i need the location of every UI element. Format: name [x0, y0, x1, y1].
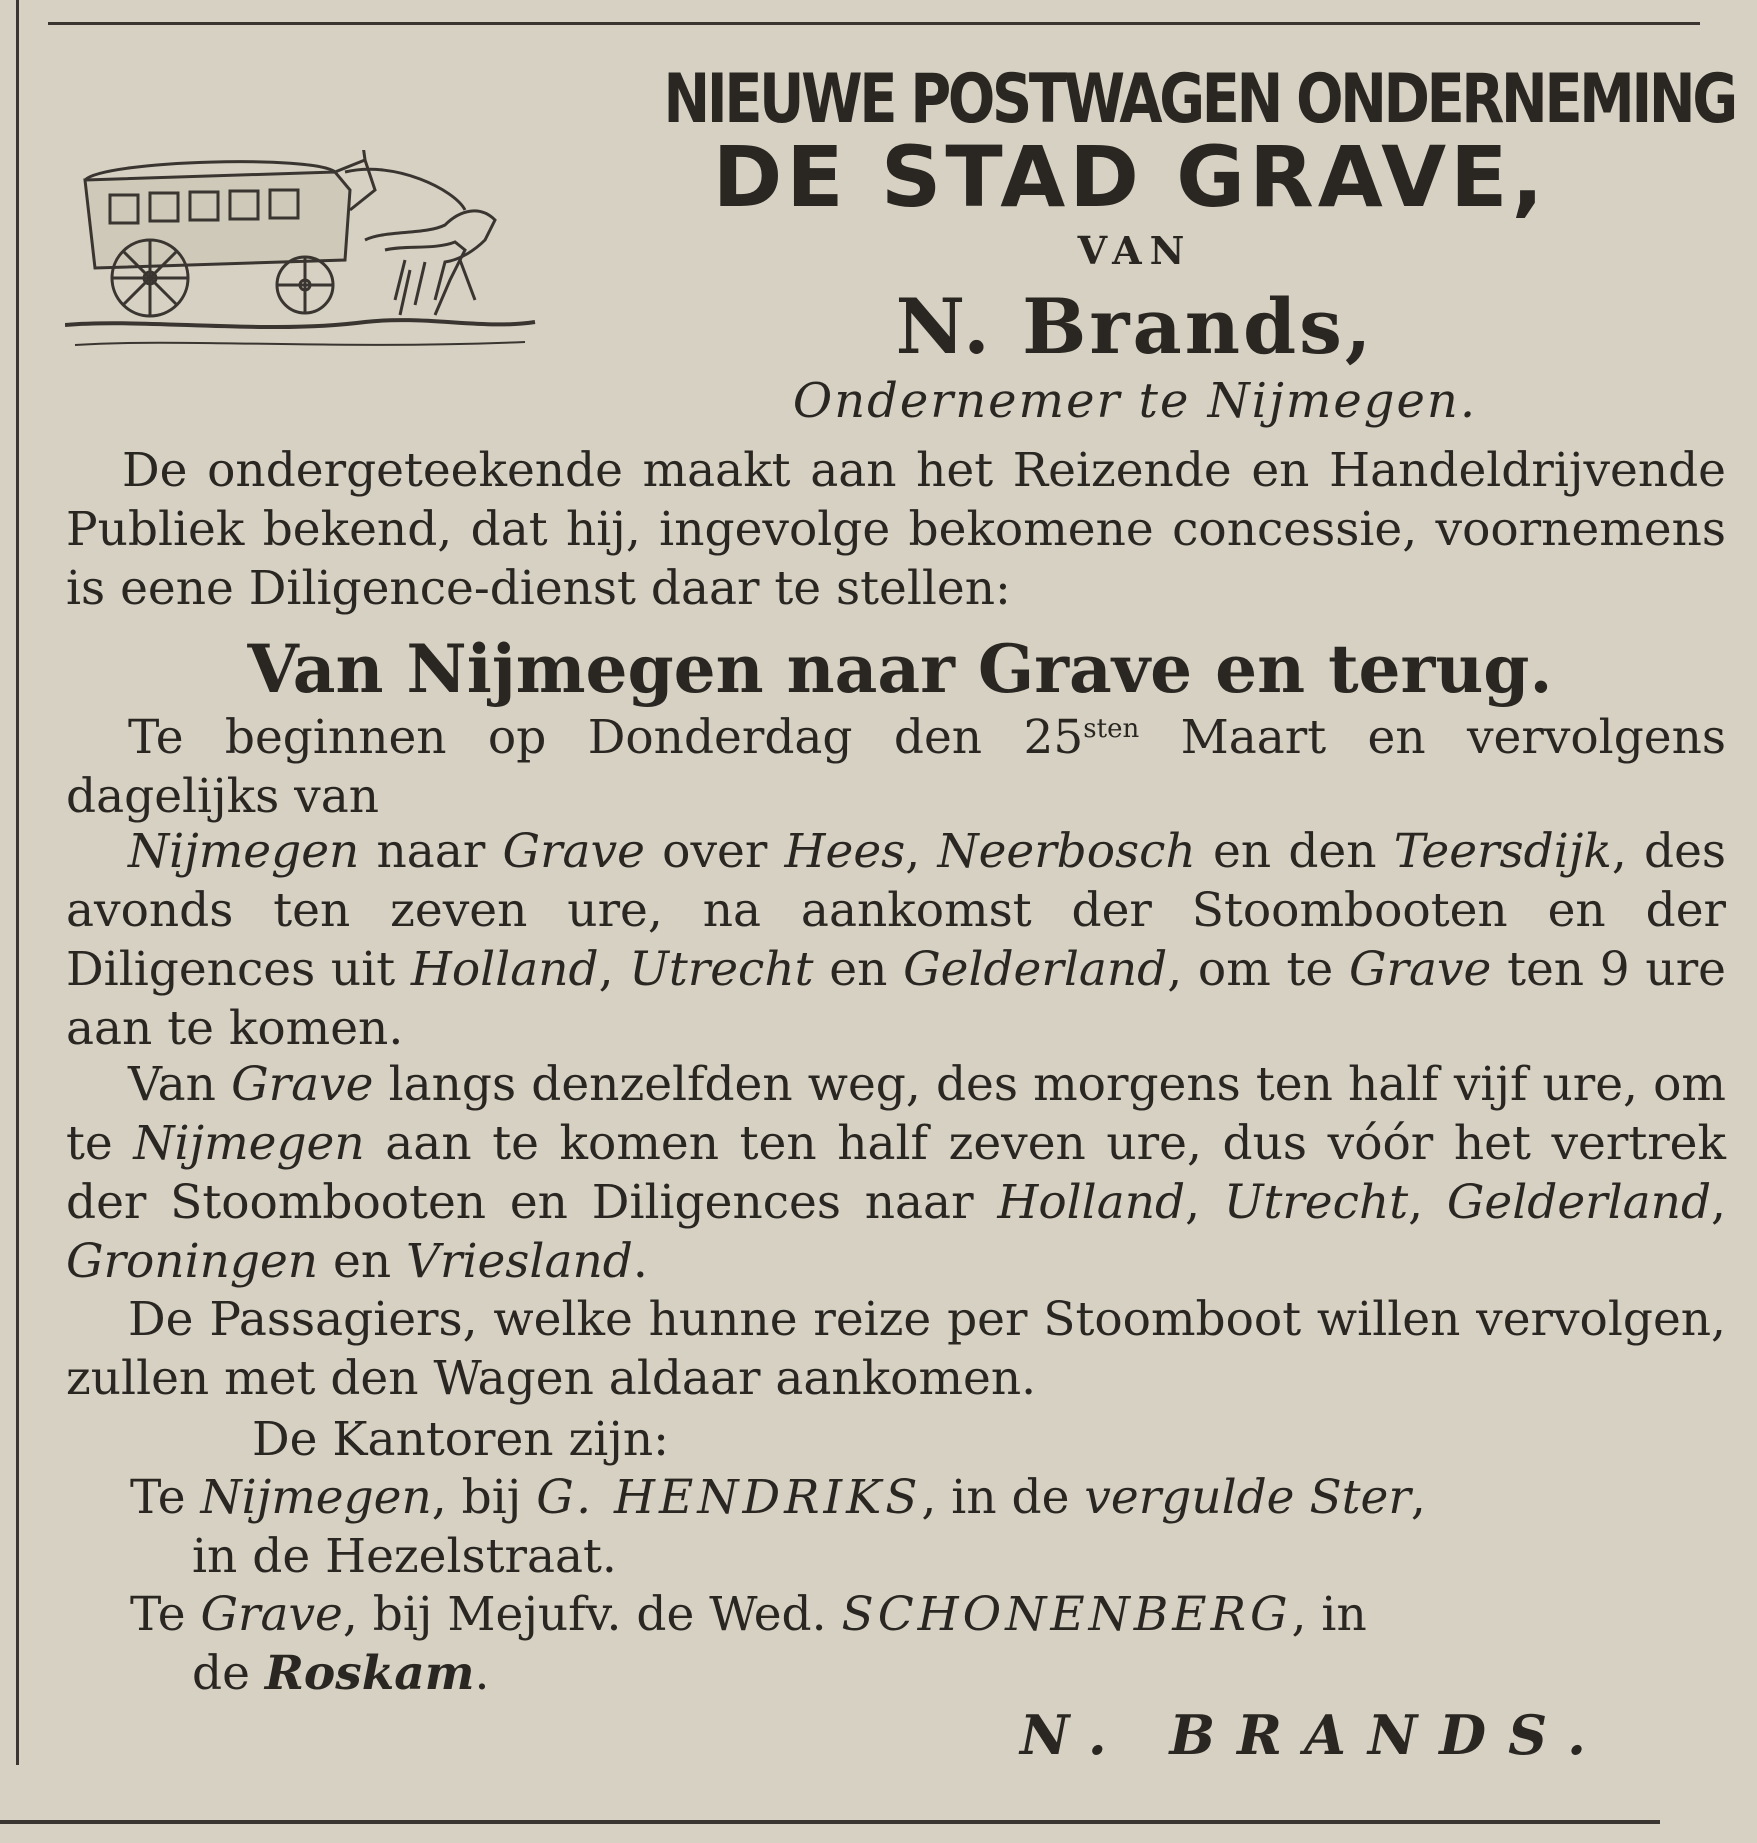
passengers-paragraph: De Passagiers, welke hunne reize per Stoomboot willen vervolgen, zullen met den Wagen aldaar aankomen. [66, 1292, 1726, 1406]
headline-company: NIEUWE POSTWAGEN ONDERNEMING [663, 60, 1735, 139]
intro-paragraph: De ondergeteekende maakt aan het Reizende en Handeldrijvende Publiek bekend, dat hij, ingevolge bekomene concessie, voornemens is eene Diligence-dienst daar te stellen: [66, 443, 1726, 616]
route-heading: Van Nijmegen naar Grave en terug. [247, 630, 1553, 708]
proprietor-subtitle: Ondernemer te Nijmegen. [792, 373, 1478, 429]
headline-van: VAN [1077, 228, 1193, 273]
left-rule [16, 0, 19, 1765]
stagecoach-icon [65, 150, 545, 360]
bottom-rule [0, 1820, 1660, 1824]
proprietor-name: N. Brands, [895, 282, 1375, 371]
offices-heading: De Kantoren zijn: [252, 1412, 669, 1467]
start-paragraph: Te beginnen op Donderdag den $25^{sten}$ Maart en vervolgens dagelijks van [66, 710, 1726, 824]
route-outbound-paragraph: Nijmegen naar Grave over Hees, Neerbosch en den Teersdijk, des avonds ten zeven ure, na aankomst der Stoombooten en der Diligences uit Holland, Utrecht en Gelderland, om te Grave ten 9 ure aan te komen. [66, 824, 1726, 1056]
headline-town: DE STAD GRAVE, [712, 128, 1548, 226]
route-return-paragraph: Van Grave langs denzelfden weg, des morgens ten half vijf ure, om te Nijmegen aan te komen ten half zeven ure, dus vóór het vertrek der Stoombooten en Diligences naar Holland, Utrecht, Gelderland, Groningen en Vriesland. [66, 1057, 1726, 1289]
top-rule [48, 22, 1700, 25]
office-grave: Te Grave, bij Mejufv. de Wed. SCHONENBERG, in de Roskam. [130, 1587, 1367, 1701]
office-nijmegen: Te Nijmegen, bij G. HENDRIKS, in de vergulde Ster, in de Hezelstraat. [130, 1470, 1426, 1584]
signature: N. BRANDS. [1020, 1703, 1608, 1767]
